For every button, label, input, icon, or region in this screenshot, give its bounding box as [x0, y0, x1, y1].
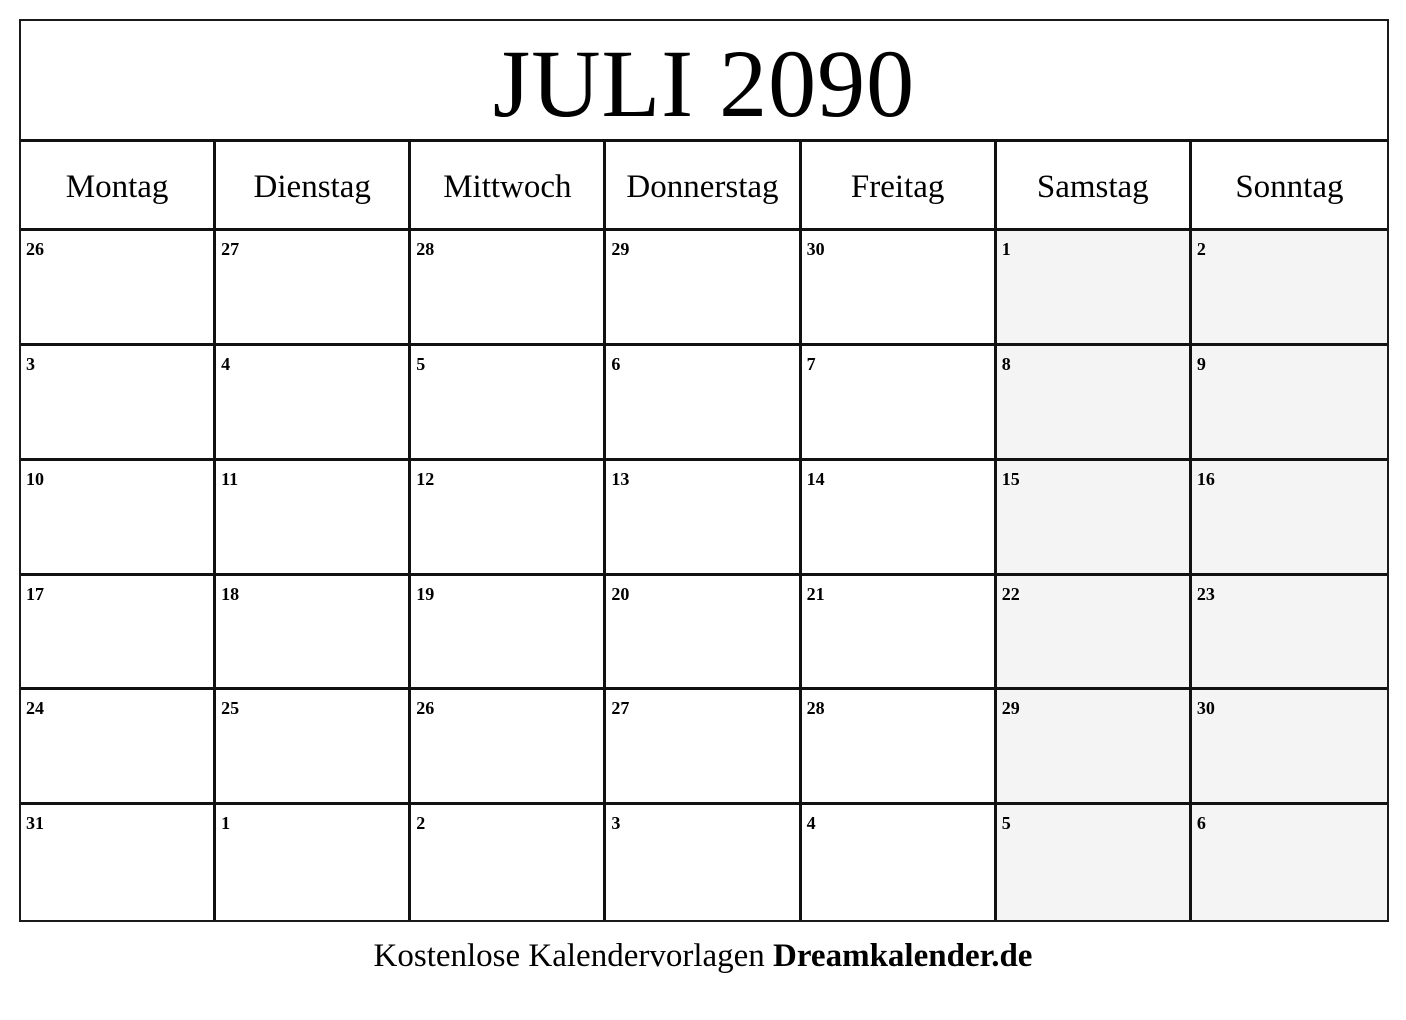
weekday-header: Samstag [997, 142, 1192, 231]
day-cell [802, 805, 997, 920]
day-number: 16 [1196, 468, 1215, 489]
day-number: 26 [26, 239, 44, 259]
day-cell [411, 690, 606, 805]
day-number: 22 [1001, 583, 1020, 604]
weekday-header: Mittwoch [411, 142, 606, 231]
day-number: 2 [416, 813, 426, 834]
day-cell [21, 690, 216, 805]
day-cell [411, 231, 606, 346]
day-cell [997, 805, 1192, 920]
day-number: 23 [1196, 583, 1215, 604]
day-number: 3 [26, 353, 35, 374]
day-number: 21 [806, 583, 825, 604]
calendar-grid [21, 142, 1387, 920]
day-cell [997, 231, 1192, 346]
day-cell [216, 576, 411, 691]
day-number: 31 [26, 813, 44, 834]
day-cell [997, 461, 1192, 576]
day-cell [802, 231, 997, 346]
weekday-header: Freitag [802, 142, 997, 231]
day-cell [1192, 690, 1387, 805]
day-cell [21, 461, 216, 576]
day-number: 27 [611, 698, 630, 719]
day-cell [21, 576, 216, 691]
day-number: 5 [1001, 813, 1011, 834]
day-number: 28 [416, 239, 435, 259]
day-number: 13 [611, 468, 630, 489]
day-cell [606, 231, 801, 346]
day-number: 20 [611, 583, 630, 604]
day-number: 30 [1196, 698, 1215, 719]
day-cell [606, 346, 801, 461]
day-cell [216, 690, 411, 805]
day-number: 4 [221, 353, 231, 374]
day-cell [411, 805, 606, 920]
day-cell [216, 231, 411, 346]
day-number: 2 [1196, 239, 1206, 259]
day-number: 1 [221, 813, 231, 834]
day-cell [802, 576, 997, 691]
weekday-header: Donnerstag [606, 142, 801, 231]
day-number: 27 [221, 239, 240, 259]
weekday-header: Dienstag [216, 142, 411, 231]
weekday-header: Sonntag [1192, 142, 1387, 231]
footer [0, 938, 1406, 975]
day-cell [802, 690, 997, 805]
day-cell [411, 461, 606, 576]
day-number: 8 [1001, 353, 1011, 374]
day-cell [1192, 805, 1387, 920]
day-number: 30 [806, 239, 825, 259]
footer-text: Kostenlose Kalendervorlagen [373, 938, 765, 974]
day-number: 29 [611, 239, 630, 259]
day-cell [997, 576, 1192, 691]
day-number: 6 [611, 353, 621, 374]
day-number: 5 [416, 353, 426, 374]
day-number: 29 [1001, 698, 1020, 719]
day-cell [606, 461, 801, 576]
day-cell [1192, 231, 1387, 346]
day-number: 15 [1001, 468, 1020, 489]
day-cell [606, 805, 801, 920]
day-number: 4 [806, 813, 816, 834]
day-cell [802, 461, 997, 576]
day-number: 9 [1196, 353, 1206, 374]
day-number: 1 [1001, 239, 1011, 259]
day-number: 7 [806, 353, 816, 374]
day-number: 12 [416, 468, 435, 489]
day-cell [1192, 576, 1387, 691]
day-cell [1192, 346, 1387, 461]
day-cell [997, 346, 1192, 461]
weekday-header: Montag [21, 142, 216, 231]
day-cell [802, 346, 997, 461]
day-cell [411, 346, 606, 461]
day-number: 25 [221, 698, 240, 719]
day-cell [216, 346, 411, 461]
day-number: 24 [26, 698, 44, 719]
day-number: 11 [221, 468, 239, 489]
day-cell [997, 690, 1192, 805]
day-number: 18 [221, 583, 240, 604]
day-number: 28 [806, 698, 825, 719]
day-cell [606, 690, 801, 805]
day-number: 26 [416, 698, 435, 719]
day-cell [1192, 461, 1387, 576]
day-number: 6 [1196, 813, 1206, 834]
calendar [19, 19, 1389, 922]
title-row [21, 21, 1387, 142]
day-number: 19 [416, 583, 435, 604]
day-cell [21, 805, 216, 920]
day-cell [21, 231, 216, 346]
day-cell [411, 576, 606, 691]
day-number: 3 [611, 813, 621, 834]
day-number: 10 [26, 468, 44, 489]
day-cell [216, 461, 411, 576]
calendar-title: JULI 2090 [492, 30, 916, 137]
day-cell [21, 346, 216, 461]
day-number: 14 [806, 468, 825, 489]
day-number: 17 [26, 583, 44, 604]
footer-brand: Dreamkalender.de [773, 938, 1033, 974]
day-cell [216, 805, 411, 920]
day-cell [606, 576, 801, 691]
